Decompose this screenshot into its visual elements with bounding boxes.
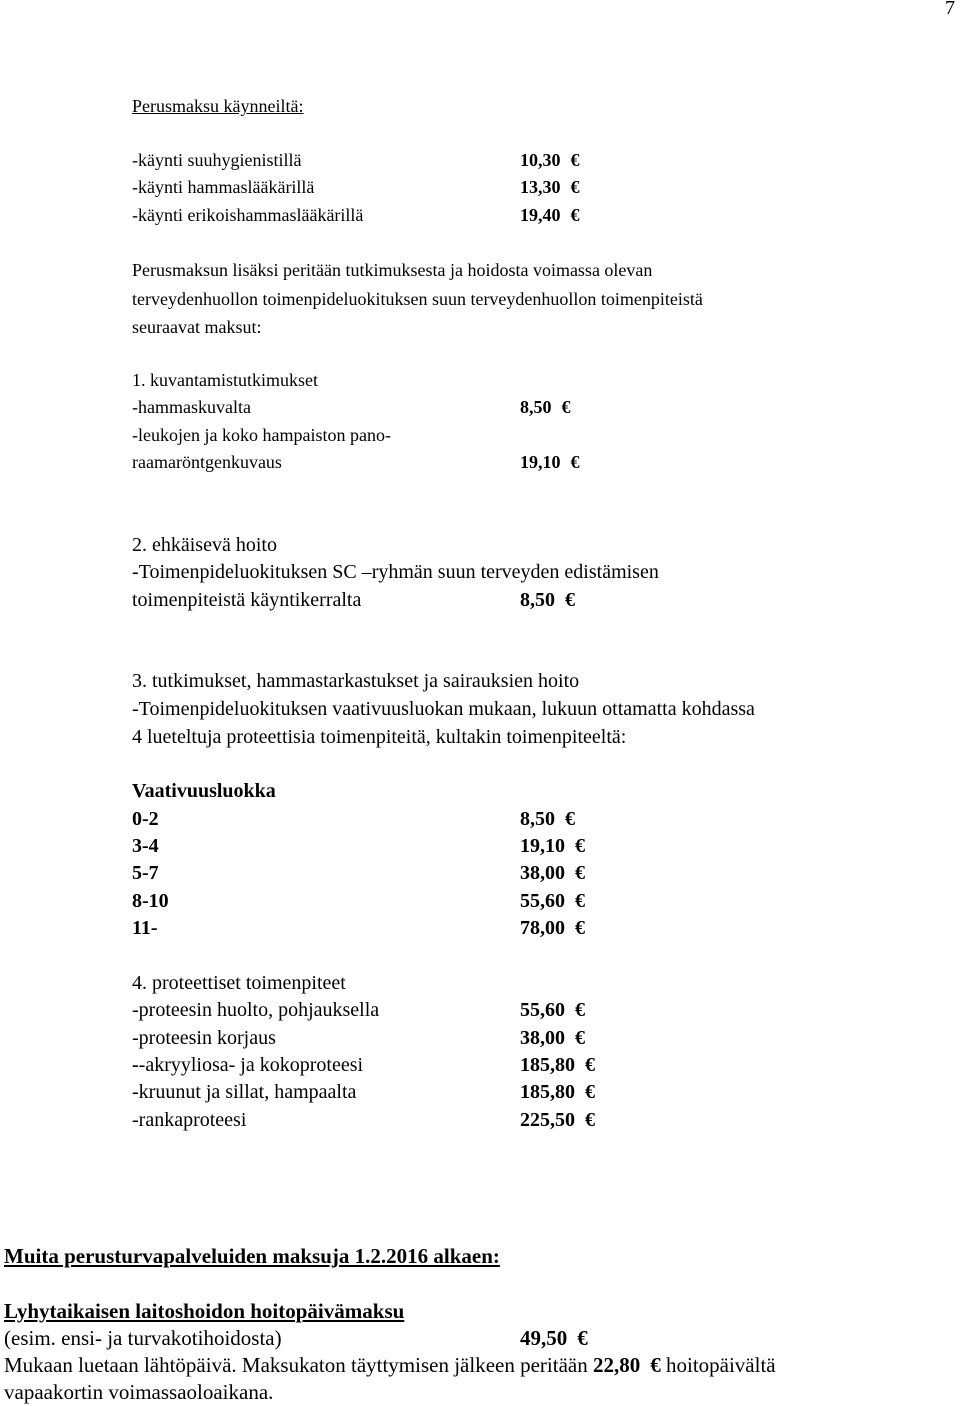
s4-row-text: -akryyliosa- ja kokoproteesi (138, 1054, 364, 1076)
section-4-title: 4. proteettiset toimenpiteet (132, 972, 346, 994)
class-heading: Vaativuusluokka (132, 780, 276, 802)
s3-line: 4 lueteltuja proteettisia toimenpiteitä, kultakin toimenpiteeltä: (132, 726, 627, 748)
euro-sign: € (585, 1054, 595, 1076)
note-line (4, 1355, 776, 1376)
euro-sign: € (585, 1109, 595, 1131)
example-label: (esim. ensi- ja turvakotihoidosta) (4, 1326, 282, 1350)
visit-row-hygienist (132, 151, 301, 169)
visit-label: -käynti hammaslääkärillä (132, 177, 315, 197)
visit-amount-dentist (520, 178, 580, 196)
class-label: 8-10 (132, 890, 169, 912)
euro-sign: € (575, 1027, 585, 1049)
class-amount (520, 863, 585, 883)
euro-sign: € (585, 1081, 595, 1103)
euro-sign: € (570, 150, 580, 170)
visit-amount-specialist (520, 206, 580, 224)
visit-row-dentist (132, 178, 314, 196)
euro-sign: € (570, 205, 580, 225)
s2-line: -Toimenpideluokituksen SC –ryhmän suun terveyden edistämisen (132, 561, 659, 583)
heading-basic-fees: Perusmaksu käynneiltä: (132, 96, 304, 116)
class-amount (520, 918, 585, 938)
note-line-2: vapaakortin voimassaoloaikana. (4, 1380, 274, 1404)
class-amount (520, 891, 585, 911)
euro-sign: € (570, 452, 580, 472)
class-label: 11- (132, 917, 158, 939)
euro-sign: € (575, 862, 585, 884)
s1-row-amount (520, 453, 580, 471)
amount: 19,10 (520, 452, 561, 472)
intro-line: seuraavat maksut: (132, 317, 262, 337)
class-amount (520, 836, 585, 856)
euro-sign: € (575, 917, 585, 939)
amount: 8,50 (520, 589, 555, 611)
intro-line: terveydenhuollon toimenpideluokituksen suun terveydenhuollon toimenpiteistä (132, 289, 703, 309)
s1-row-label-cont: raamaröntgenkuvaus (132, 452, 282, 472)
note-amount: 22,80 (592, 1353, 641, 1377)
amount: 13,30 (520, 177, 561, 197)
class-amount (520, 809, 575, 829)
amount: 55,60 (520, 999, 565, 1021)
s4-row-label: -proteesin korjaus (132, 1027, 276, 1049)
euro-sign: € (577, 1326, 588, 1350)
visit-amount-hygienist (520, 151, 580, 169)
s4-row-label: -rankaproteesi (132, 1109, 247, 1131)
class-label: 3-4 (132, 835, 159, 857)
note-text-end: hoitopäivältä (665, 1353, 776, 1377)
section-1-title: 1. kuvantamistutkimukset (132, 370, 318, 390)
amount: 55,60 (520, 890, 565, 912)
s4-row-label: -kruunut ja sillat, hampaalta (132, 1081, 357, 1103)
s1-row-label: -leukojen ja koko hampaiston pano- (132, 425, 391, 445)
section-3-title: 3. tutkimukset, hammastarkastukset ja sairauksien hoito (132, 670, 580, 692)
visit-label: -käynti erikoishammaslääkärillä (132, 205, 364, 225)
euro-sign: € (575, 835, 585, 857)
s4-row-amount (520, 1082, 595, 1102)
s2-row-label: toimenpiteistä käyntikerralta (132, 589, 362, 611)
amount: 19,10 (520, 835, 565, 857)
s2-row-amount (520, 590, 575, 610)
note-text: Mukaan luetaan lähtöpäivä. Maksukaton täyttymisen jälkeen peritään (4, 1353, 593, 1377)
amount: 19,40 (520, 205, 561, 225)
visit-label: -käynti suuhygienistillä (132, 150, 302, 170)
visit-row-specialist (132, 206, 363, 224)
section-2-title: 2. ehkäisevä hoito (132, 534, 277, 556)
s3-line: -Toimenpideluokituksen vaativuusluokan mukaan, lukuun ottamatta kohdassa (132, 698, 755, 720)
amount: 185,80 (520, 1081, 575, 1103)
s4-row-label: -proteesin huolto, pohjauksella (132, 999, 380, 1021)
euro-sign: € (575, 999, 585, 1021)
s4-row-amount (520, 1028, 585, 1048)
amount: 185,80 (520, 1054, 575, 1076)
s4-row-label (132, 1055, 363, 1075)
euro-sign: € (565, 589, 575, 611)
euro-sign: € (565, 808, 575, 830)
s4-row-dash: - (132, 1054, 139, 1076)
amount: 10,30 (520, 150, 561, 170)
intro-line: Perusmaksun lisäksi peritään tutkimuksesta ja hoidosta voimassa olevan (132, 260, 653, 280)
amount: 49,50 (520, 1326, 568, 1350)
s4-row-amount (520, 1000, 585, 1020)
class-label: 0-2 (132, 808, 159, 830)
s1-row-label: -hammaskuvalta (132, 397, 251, 417)
euro-sign: € (650, 1353, 661, 1377)
class-label: 5-7 (132, 862, 159, 884)
page-number: 7 (945, 0, 955, 19)
amount: 8,50 (520, 397, 552, 417)
s1-row-amount (520, 398, 571, 416)
example-amount (520, 1328, 588, 1349)
amount: 225,50 (520, 1109, 575, 1131)
short-term-care-heading: Lyhytaikaisen laitoshoidon hoitopäivämaksu (4, 1299, 405, 1323)
amount: 38,00 (520, 862, 565, 884)
euro-sign: € (575, 890, 585, 912)
euro-sign: € (570, 177, 580, 197)
other-fees-heading: Muita perusturvapalveluiden maksuja 1.2.2016 alkaen: (4, 1244, 500, 1268)
s4-row-amount (520, 1055, 595, 1075)
amount: 8,50 (520, 808, 555, 830)
euro-sign: € (561, 397, 571, 417)
s4-row-amount (520, 1110, 595, 1130)
amount: 38,00 (520, 1027, 565, 1049)
amount: 78,00 (520, 917, 565, 939)
